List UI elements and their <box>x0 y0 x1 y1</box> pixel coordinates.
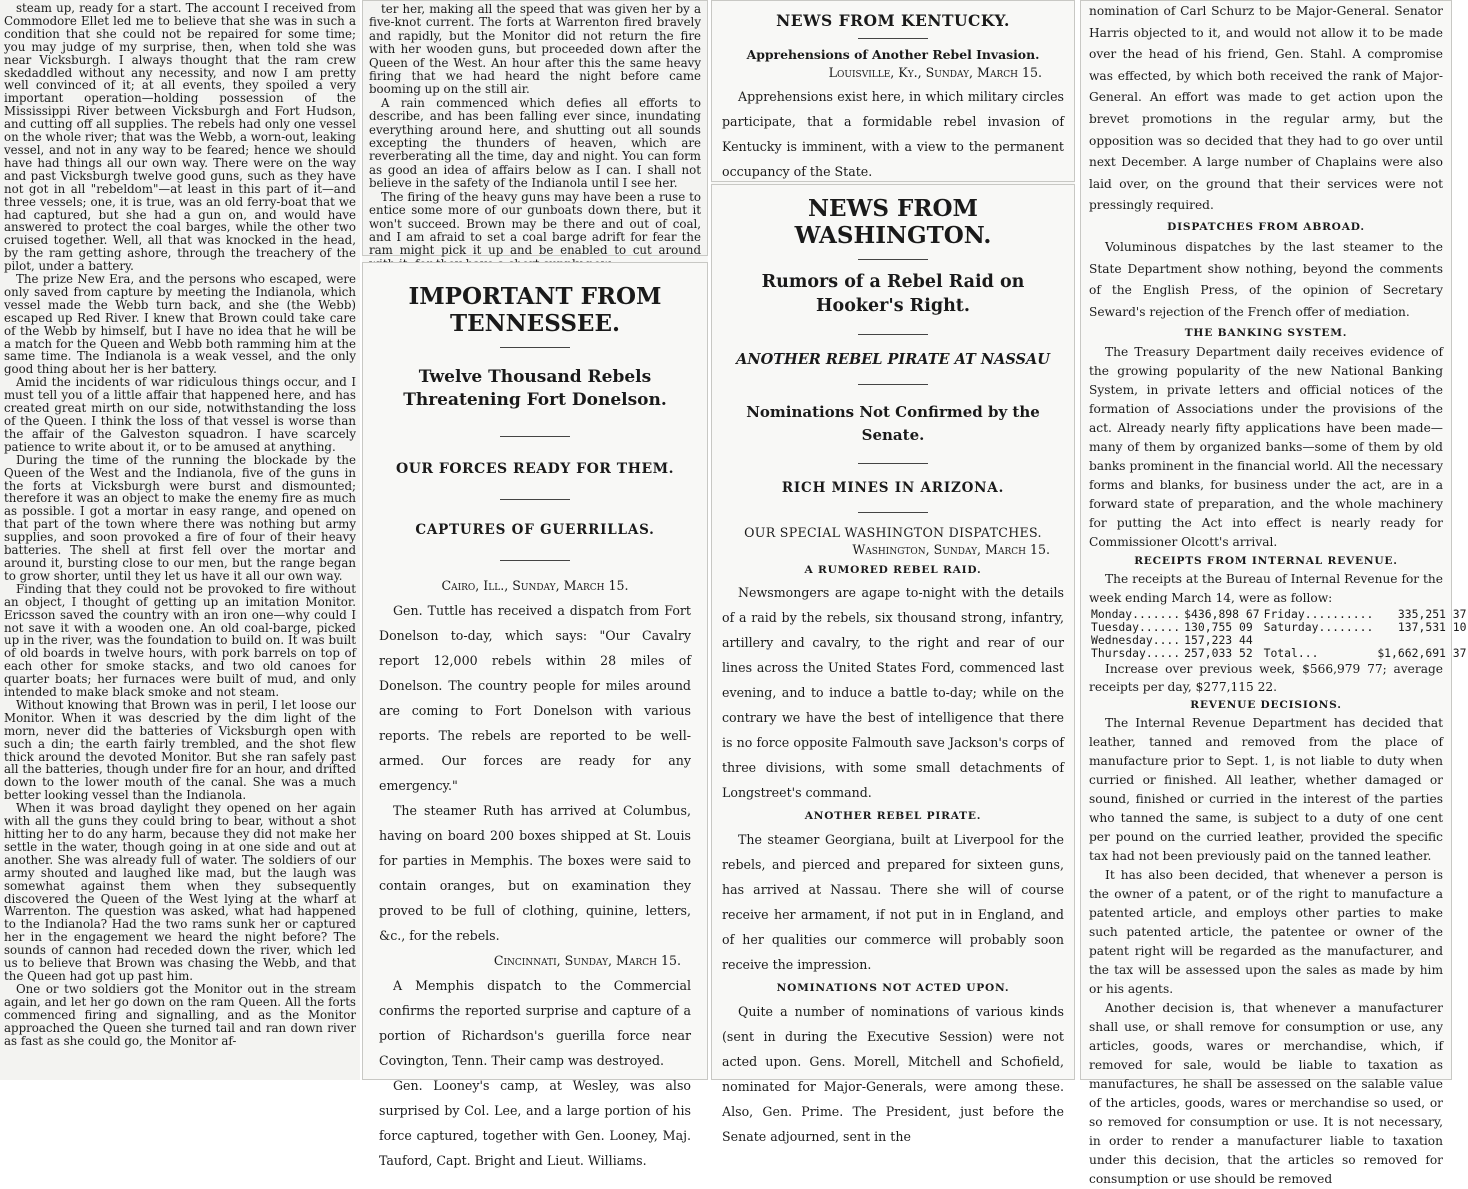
paragraph: Without knowing that Brown was in peril, I let loose our Monitor. When it was descried by the dim light of the morn, never did the batteries of Vicksburgh open with such a din; the earth fairly trembled, and the shot flew thick around the devoted Monitor. But she ran safely past all the batteries, though under fire for an hour, and drifted down to the lower mouth of the canal. She was a much better looking vessel than the Indianola. <box>4 697 356 803</box>
paragraph: Gen. Looney's camp, at Wesley, was also surprised by Col. Lee, and a large portion of his force captured, together with Gen. Looney, Maj. Tauford, Capt. Bright and Lieut. Williams. <box>379 1078 691 1168</box>
dateline: Cairo, Ill., Sunday, March 15. <box>441 578 629 593</box>
table-cell: Monday....... <box>1091 607 1181 622</box>
kentucky-clip <box>711 0 1075 182</box>
subhead-guerrillas: CAPTURES OF GUERRILLAS. <box>415 522 655 538</box>
subhead-forces-ready: OUR FORCES READY FOR THEM. <box>396 461 674 477</box>
divider <box>500 347 570 348</box>
table-cell: $436,898 67 <box>1184 607 1260 622</box>
subhead-fort-donelson: Twelve Thousand Rebels Threatening Fort Donelson. <box>403 367 667 410</box>
divider <box>500 436 570 437</box>
table-cell: Saturday........ <box>1263 620 1374 635</box>
paragraph: One or two soldiers got the Monitor out in the stream again, and let her go down on the ram Queen. All the forts commenced firing and signalling, and as the Monitor approached the Queen she turned tail and ran down river as fast as she could go, the Monitor af- <box>4 981 356 1048</box>
paragraph: ter her, making all the speed that was given her by a five-knot current. The forts at Warrenton fired bravely and rapidly, but the Monitor did not return the fire with her wooden guns, but proceeded down after the Queen of the West. An hour after this the same heavy firing that we had heard the night before came booming up on the still air. <box>369 2 701 97</box>
table-cell: Thursday..... <box>1091 646 1181 661</box>
headline-tennessee: IMPORTANT FROM TENNESSEE. <box>408 283 662 337</box>
paragraph: When it was broad daylight they opened on her again with all the guns they could bring to bear, without a shot hitting her to do any harm, because they did not make her settle in the water, though going in at one side and out at another. She was already full of water. The soldiers of our army shouted and laughed like mad, but the laugh was somewhat against them when they subsequently discovered the Queen of the West lying at the wharf at Warrenton. The question was asked, what had happened to the Indianola? Had the two rams sunk her or captured her in the engagement we heard the night before? The sounds of cannon had receded down the river, which led us to believe that Brown was chasing the Webb, and that the Queen had got up past him. <box>4 801 356 983</box>
divider <box>858 512 928 513</box>
subhead-special-dispatches: OUR SPECIAL WASHINGTON DISPATCHES. <box>744 525 1042 540</box>
column-4-body <box>1081 1 1467 1189</box>
paragraph: Quite a number of nominations of various kinds (sent in during the Executive Session) were not acted upon. Gens. Morell, Mitchell and Schofield, nominated for Major-Generals, were among these. Also, Gen. Prime. The President, just before the Senate adjourned, sent in the <box>722 1004 1064 1144</box>
divider <box>858 334 928 335</box>
divider <box>858 384 928 385</box>
section-head-pirate: ANOTHER REBEL PIRATE. <box>804 810 982 822</box>
paragraph: The steamer Ruth has arrived at Columbus, having on board 200 boxes shipped at St. Louis for parties in Memphis. The boxes were said to contain oranges, but on examination they proved to be full of clothing, quinine, letters, &c., for the rebels. <box>379 803 691 943</box>
table-cell: 335,251 37 <box>1397 607 1467 622</box>
divider <box>858 463 928 464</box>
tennessee-body <box>363 573 707 1173</box>
table-cell: 137,531 10 <box>1397 620 1467 635</box>
washington-clip <box>711 184 1075 1144</box>
section-head-revenue: RECEIPTS FROM INTERNAL REVENUE. <box>1134 555 1398 568</box>
headline-washington: NEWS FROM WASHINGTON. <box>794 195 992 249</box>
paragraph: During the time of the running the blockade by the Queen of the West and the Indianola, five of the guns in the forts at Vicksburgh were burst and dismounted; therefore it was an object to make the enemy fire as much as possible. I got a mortar in easy range, and opened on that part of the town where there was nothing but army supplies, and soon provoked a fire of four of their heavy batteries. The shell at first fell over the mortar and around it, bursting close to our men, but the range began to grow shorter, until they let us have it all our own way. <box>4 452 356 583</box>
paragraph: Voluminous dispatches by the last steamer to the State Department show nothing, beyond the comments of the English Press, of the opinion of Secretary Seward's rejection of the French offer of mediation. <box>1089 239 1443 319</box>
paragraph: Amid the incidents of war ridiculous things occur, and I must tell you of a little affair that happened here, and has created great mirth on our side, notwithstanding the loss of the Queen. I think the loss of that vessel is worse than the affair of the Galveston squadron. I have scarcely patience to write about it, or to be amused at anything. <box>4 375 356 454</box>
paragraph: Another decision is, that whenever a manufacturer shall use, or shall remove for consumption or use, any articles, goods, wares or merchandise, which, if removed for sale, would be liable to taxation as manufactures, he shall be assessed on the salable value of the articles, goods, wares or merchandise so used, or so removed for consumption or use. It is not necessary, in order to render a manufacturer liable to taxation under this decision, that the articles so removed for consumption or use should be removed <box>1089 1001 1443 1187</box>
subhead-pirate-nassau: ANOTHER REBEL PIRATE AT NASSAU <box>736 351 1050 368</box>
washington-body <box>712 540 1074 1149</box>
table-cell: 130,755 09 <box>1184 620 1253 635</box>
paragraph: Gen. Tuttle has received a dispatch from Fort Donelson to-day, which says: "Our Cavalry report 12,000 rebels within 28 miles of Donelson. The country people for miles around are coming to Fort Donelson with various reports. The rebels are reported to be well-armed. Our forces are ready for any emergency." <box>379 603 691 793</box>
table-cell: $1,662,691 37 <box>1377 646 1467 661</box>
divider <box>858 38 928 39</box>
divider <box>500 560 570 561</box>
paragraph: Newsmongers are agape to-night with the details of a raid by the rebels, six thousand strong, infantry, artillery and cavalry, to the right and rear of our lines across the United States Ford, commenced last evening, and to induce a battle to-day; while on the contrary we have the best of intelligence that there is no force opposite Falmouth save Jackson's corps of three divisions, with some small detachments of Longstreet's command. <box>722 585 1064 800</box>
column-2 <box>362 0 708 1168</box>
paragraph: The prize New Era, and the persons who escaped, were only saved from capture by meeting the Indianola, which vessel made the Webb turn back, and she (the Webb) escaped up Red River. I knew that Brown could take care of the Webb by himself, but I have no idea that he will be a match for the Queen and Webb both ramming him at the same time. The Indianola is a weak vessel, and the only good thing about her is her battery. <box>4 272 356 377</box>
paragraph: The receipts at the Bureau of Internal Revenue for the week ending March 14, were as follow: <box>1089 572 1443 606</box>
paragraph: A Memphis dispatch to the Commercial confirms the reported surprise and capture of a portion of Richardson's guerilla force near Covington, Tenn. Their camp was destroyed. <box>379 978 691 1068</box>
paragraph: The steamer Georgiana, built at Liverpool for the rebels, and pierced and prepared for sixteen guns, has arrived at Nassau. There she will of course receive her armament, if not put in in England, and of her qualities our commerce will probably soon receive the impression. <box>722 832 1064 972</box>
paragraph: The firing of the heavy guns may have been a ruse to entice some more of our gunboats down there, but it won't succeed. Brown may be there and out of coal, and I am afraid to set a coal barge adrift for fear the ram might pick it up and be enabled to cut around <box>369 189 701 258</box>
paragraph: A rain commenced which defies all efforts to describe, and has been falling ever since, inundating everything around here, and shutting out all sounds excepting the thunders of heaven, which are reverberating all the time, day and night. You can form as good an idea of affairs below as I can. I shall not believe in the safety of the Indianola until I see her. <box>369 95 701 191</box>
table-cell: Total... <box>1263 646 1319 661</box>
paragraph: nomination of Carl Schurz to be Major-General. Senator Harris objected to it, and would not allow it to be made over the head of his friend, Gen. Stahl. A compromise was effected, by which both received the rank of Major-General. An effort was made to get action upon the brevet promotions in the regular army, but the opposition was so decided that they had to go over until next December. A large number of Chaplains were also laid over, on the ground that their services were not pressingly required. <box>1089 4 1443 213</box>
paragraph: The Internal Revenue Department has decided that leather, tanned and removed from the place of manufacture prior to Sept. 1, is not liable to duty when curried or finished. All leather, whether damaged or sound, finished or curried in the interest of the parties who tanned the same, is subject to a duty of one cent per pound on the curried leather, provided the specific tax had not been previously paid on the tanned leather. <box>1089 716 1443 864</box>
subhead-kentucky: Apprehensions of Another Rebel Invasion. <box>746 47 1040 62</box>
divider <box>858 259 928 260</box>
column-3 <box>711 0 1075 1144</box>
table-cell: Wednesday.... <box>1091 633 1181 648</box>
paragraph: Increase over previous week, $566,979 77; average receipts per day, $277,115 22. <box>1089 662 1443 695</box>
paragraph: Apprehensions exist here, in which military circles participate, that a formidable rebel invasion of Kentucky is imminent, with a view to the permanent occupancy of the State. <box>722 89 1064 179</box>
paragraph: The Treasury Department daily receives evidence of the growing popularity of the new National Banking System, in private letters and official notices of the formation of Associations under the provisions of the act. Already nearly fifty applications have been made—many of them by organized banks—some of them by old banks prominent in the financial world. All the necessary forms and blanks, for business under the act, are in a forward state of preparation, and the whole machinery for putting the Act into effect is nearly ready for Commissioner Olcott's arrival. <box>1089 345 1443 550</box>
section-head-raid: A RUMORED REBEL RAID. <box>804 564 982 576</box>
table-cell: 157,223 44 <box>1184 633 1253 648</box>
washington-continuation-clip <box>1080 0 1467 1187</box>
table-cell: 257,033 52 <box>1184 646 1253 661</box>
subhead-nominations: Nominations Not Confirmed by the Senate. <box>746 403 1040 444</box>
paragraph: Finding that they could not be provoked to fire without an object, I thought of getting up an imitation Monitor. Ericsson saved the country with an iron one—why could I not save it with a wooden one. An old coal-barge, picked up in the river, was the foundation to build on. It was built of old boards in twelve hours, with pork barrels on top of each other for smoke stacks, and two old canoes for quarter boats; her furnaces were built of mud, and only intended to make black smoke and not steam. <box>4 581 356 700</box>
dateline: Louisville, Ky., Sunday, March 15. <box>828 65 1042 80</box>
table-row <box>1089 647 1468 660</box>
section-head-banking: THE BANKING SYSTEM. <box>1184 327 1348 340</box>
table-cell: Friday.......... <box>1263 607 1374 622</box>
subhead-arizona: RICH MINES IN ARIZONA. <box>781 480 1005 496</box>
column-4 <box>1080 0 1467 1187</box>
tennessee-continuation-clip <box>362 0 708 256</box>
dateline: Washington, Sunday, March 15. <box>852 542 1050 557</box>
paragraph: It has also been decided, that whenever a person is the owner of a patent, or of the right to manufacture a patented article, and employs other parties to make such patented article, the patentee or owner of the patent right will be regarded as the manufacturer, and the tax will be assessed upon the sales as made by him or his agents. <box>1089 868 1443 997</box>
column-1 <box>0 0 360 1080</box>
dateline: Cincinnati, Sunday, March 15. <box>493 953 681 968</box>
section-head-nominations: NOMINATIONS NOT ACTED UPON. <box>776 982 1010 994</box>
table-cell: Tuesday...... <box>1091 620 1181 635</box>
paragraph: steam up, ready for a start. The account I received from Commodore Ellet led me to believe that she was in such a condition that she could not be repaired for some time; you may judge of my surprise, then, when told she was near Vicksburgh. I always thought that the ram crew skedaddled without any necessity, and now I am pretty well convinced of it; at all events, they spoiled a very important operation—holding possession of the Mississippi River between Vicksburgh and Fort Hudson, and cutting off all supplies. The rebels had only one vessel on the whole river; that was the Webb, a worn-out, leaking vessel, and not in any way to be feared; hence we should have had things all our own way. There were on the way and past Vicksburgh twelve good guns, such as they have not got in all "rebeldom"—at least in this part of it—and three vessels; one, it is true, was an old ferry-boat that we had captured, but she had a gun on, and would have answered to protect the coal barges, while the other two cruised together. Well, all that was knocked in the head, by the ram getting ashore, through the treachery of the pilot, under a battery. <box>4 1 356 274</box>
section-head-abroad: DISPATCHES FROM ABROAD. <box>1167 220 1365 233</box>
kentucky-body <box>712 62 1074 184</box>
tennessee-clip <box>362 262 708 1168</box>
headline-kentucky: NEWS FROM KENTUCKY. <box>776 11 1010 30</box>
column-1-text <box>0 0 360 1047</box>
section-head-decisions: REVENUE DECISIONS. <box>1190 699 1342 712</box>
divider <box>500 499 570 500</box>
receipts-table <box>1089 608 1468 660</box>
subhead-rebel-raid: Rumors of a Rebel Raid on Hooker's Right. <box>761 272 1025 316</box>
